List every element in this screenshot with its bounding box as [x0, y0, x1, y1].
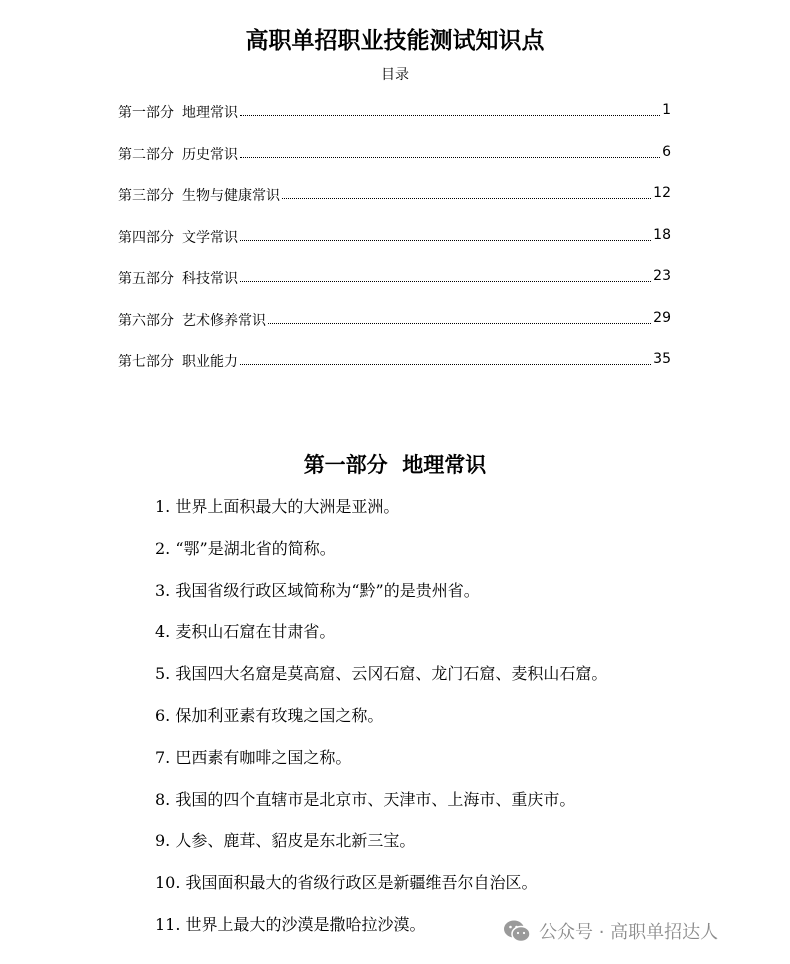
- toc-leader-dots: [240, 227, 651, 241]
- toc-page-number: 18: [653, 226, 671, 243]
- toc-leader-dots: [282, 185, 651, 199]
- toc-entry[interactable]: [118, 308, 671, 350]
- toc-part: 第一部分: [118, 105, 174, 121]
- toc-label: 目录: [381, 67, 409, 83]
- list-item: 5. 我国四大名窟是莫高窟、云冈石窟、龙门石窟、麦积山石窟。: [155, 664, 608, 684]
- toc-entry[interactable]: [118, 183, 671, 225]
- toc-entry[interactable]: [118, 225, 671, 267]
- toc-name: 历史常识: [182, 146, 238, 163]
- watermark-text: 公众号 · 高职单招达人: [539, 922, 719, 943]
- toc-part: 第二部分: [118, 146, 174, 163]
- toc-name: 文学常识: [182, 229, 238, 246]
- toc-page-number: 35: [653, 351, 671, 367]
- knowledge-list: [155, 494, 607, 954]
- toc-leader-dots: [268, 310, 651, 324]
- toc-page-number: 1: [662, 102, 671, 118]
- toc-entry[interactable]: [118, 100, 671, 142]
- toc-part: 第五部分: [118, 271, 174, 287]
- toc-part: 第七部分: [118, 354, 174, 370]
- toc-part: 第六部分: [118, 312, 174, 329]
- toc-name: 地理常识: [182, 105, 238, 121]
- list-item: 7. 巴西素有咖啡之国之称。: [155, 747, 352, 767]
- toc-page-number: 6: [662, 143, 671, 160]
- toc-entry[interactable]: [118, 266, 671, 308]
- toc-name: 艺术修养常识: [182, 312, 266, 329]
- toc-leader-dots: [240, 102, 660, 116]
- list-item: 3. 我国省级行政区域简称为“黔”的是贵州省。: [155, 580, 480, 600]
- wechat-icon: [503, 919, 531, 943]
- toc-page-number: 12: [653, 185, 671, 201]
- section-title: 第一部分 地理常识: [303, 452, 487, 477]
- list-item: 11. 世界上最大的沙漠是撒哈拉沙漠。: [155, 914, 426, 934]
- list-item: 4. 麦积山石窟在甘肃省。: [155, 622, 336, 642]
- toc-name: 职业能力: [182, 354, 238, 370]
- toc-page-number: 23: [653, 268, 671, 284]
- list-item: 2. “鄂”是湖北省的简称。: [155, 538, 336, 558]
- list-item: 6. 保加利亚素有玫瑰之国之称。: [155, 705, 384, 725]
- list-item: 8. 我国的四个直辖市是北京市、天津市、上海市、重庆市。: [155, 789, 576, 809]
- toc-leader-dots: [240, 268, 651, 282]
- toc-part: 第四部分: [118, 229, 174, 246]
- toc-name: 科技常识: [182, 271, 238, 287]
- toc-name: 生物与健康常识: [182, 188, 280, 204]
- toc-entry[interactable]: [118, 349, 671, 391]
- watermark: [503, 918, 718, 944]
- list-item: 10. 我国面积最大的省级行政区是新疆维吾尔自治区。: [155, 873, 538, 893]
- toc-entry[interactable]: [118, 142, 671, 184]
- document-title: 高职单招职业技能测试知识点: [245, 27, 545, 54]
- toc-part: 第三部分: [118, 188, 174, 204]
- toc-page-number: 29: [653, 309, 671, 326]
- toc-leader-dots: [240, 144, 660, 158]
- list-item: 1. 世界上面积最大的大洲是亚洲。: [155, 497, 400, 516]
- toc-leader-dots: [240, 351, 651, 365]
- list-item: 9. 人参、鹿茸、貂皮是东北新三宝。: [155, 831, 416, 851]
- table-of-contents: [118, 100, 671, 391]
